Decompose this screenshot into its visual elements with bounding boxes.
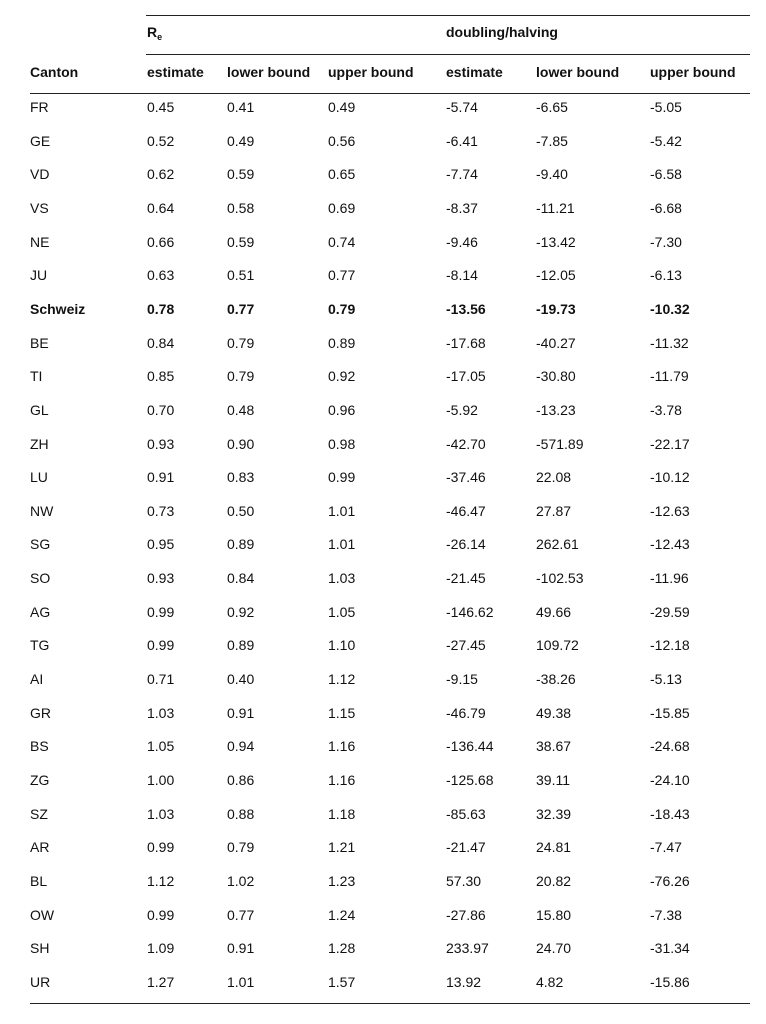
cell-re-upper-bound: 0.92 xyxy=(328,368,356,384)
cell-doubling-lower-bound: -13.42 xyxy=(536,234,576,250)
cell-doubling-estimate: -27.45 xyxy=(446,637,486,653)
cell-doubling-lower-bound: -38.26 xyxy=(536,671,576,687)
cell-re-lower-bound: 0.79 xyxy=(227,839,255,855)
cell-doubling-estimate: -8.14 xyxy=(446,267,478,283)
cell-doubling-lower-bound: 22.08 xyxy=(536,469,572,485)
cell-re-estimate: 1.00 xyxy=(147,772,175,788)
col-header-canton: Canton xyxy=(30,64,79,80)
cell-doubling-lower-bound: 32.39 xyxy=(536,806,572,822)
cell-re-estimate: 0.78 xyxy=(147,301,175,317)
cell-re-lower-bound: 0.41 xyxy=(227,99,255,115)
cell-re-lower-bound: 1.02 xyxy=(227,873,255,889)
cell-re-lower-bound: 0.92 xyxy=(227,604,255,620)
cell-re-estimate: 1.03 xyxy=(147,806,175,822)
cell-doubling-lower-bound: 27.87 xyxy=(536,503,572,519)
cell-re-estimate: 0.71 xyxy=(147,671,175,687)
cell-canton: NW xyxy=(30,503,54,519)
cell-re-upper-bound: 0.74 xyxy=(328,234,356,250)
cell-doubling-estimate: -9.15 xyxy=(446,671,478,687)
cell-canton: Schweiz xyxy=(30,301,86,317)
cell-doubling-upper-bound: -31.34 xyxy=(650,940,690,956)
cell-canton: UR xyxy=(30,974,51,990)
cell-canton: AI xyxy=(30,671,44,687)
cell-doubling-estimate: -125.68 xyxy=(446,772,494,788)
cell-doubling-upper-bound: -5.05 xyxy=(650,99,682,115)
cell-doubling-upper-bound: -12.43 xyxy=(650,536,690,552)
cell-re-upper-bound: 1.01 xyxy=(328,536,356,552)
cell-canton: TG xyxy=(30,637,50,653)
cell-re-estimate: 0.84 xyxy=(147,335,175,351)
cell-re-estimate: 0.73 xyxy=(147,503,175,519)
cell-re-upper-bound: 0.77 xyxy=(328,267,356,283)
cell-doubling-upper-bound: -11.96 xyxy=(650,570,689,586)
cell-doubling-upper-bound: -18.43 xyxy=(650,806,690,822)
cell-doubling-upper-bound: -24.10 xyxy=(650,772,690,788)
cell-canton: FR xyxy=(30,99,49,115)
cell-re-lower-bound: 0.40 xyxy=(227,671,255,687)
cell-re-estimate: 1.12 xyxy=(147,873,175,889)
cell-doubling-lower-bound: -13.23 xyxy=(536,402,576,418)
cell-doubling-lower-bound: 109.72 xyxy=(536,637,579,653)
top-rule-right xyxy=(146,15,750,16)
cell-doubling-upper-bound: -22.17 xyxy=(650,436,690,452)
cell-canton: TI xyxy=(30,368,43,384)
cell-re-upper-bound: 0.79 xyxy=(328,301,356,317)
cell-canton: AR xyxy=(30,839,50,855)
cell-re-upper-bound: 0.89 xyxy=(328,335,356,351)
cell-doubling-upper-bound: -12.63 xyxy=(650,503,690,519)
cell-doubling-estimate: -27.86 xyxy=(446,907,486,923)
cell-doubling-upper-bound: -3.78 xyxy=(650,402,682,418)
cell-doubling-estimate: -26.14 xyxy=(446,536,486,552)
cell-doubling-estimate: -5.74 xyxy=(446,99,478,115)
cell-canton: LU xyxy=(30,469,48,485)
cell-re-lower-bound: 0.77 xyxy=(227,907,255,923)
cell-re-estimate: 0.91 xyxy=(147,469,175,485)
cell-doubling-estimate: 233.97 xyxy=(446,940,489,956)
cell-doubling-upper-bound: -29.59 xyxy=(650,604,690,620)
cell-re-upper-bound: 0.98 xyxy=(328,436,356,452)
col-header-re-upper: upper bound xyxy=(328,64,414,80)
cell-re-upper-bound: 1.57 xyxy=(328,974,356,990)
cell-re-upper-bound: 1.23 xyxy=(328,873,356,889)
cell-doubling-upper-bound: -6.13 xyxy=(650,267,682,283)
cell-re-upper-bound: 1.16 xyxy=(328,738,356,754)
cell-re-estimate: 0.95 xyxy=(147,536,175,552)
cell-canton: AG xyxy=(30,604,51,620)
cell-canton: VD xyxy=(30,166,50,182)
cell-re-estimate: 1.05 xyxy=(147,738,175,754)
cell-canton: GL xyxy=(30,402,49,418)
cell-canton: BL xyxy=(30,873,48,889)
cell-doubling-estimate: -46.47 xyxy=(446,503,486,519)
cell-re-estimate: 0.93 xyxy=(147,570,175,586)
cell-canton: OW xyxy=(30,907,55,923)
cell-doubling-estimate: -42.70 xyxy=(446,436,486,452)
cell-re-upper-bound: 1.01 xyxy=(328,503,356,519)
cell-canton: JU xyxy=(30,267,48,283)
cell-canton: GR xyxy=(30,705,51,721)
cell-doubling-estimate: -9.46 xyxy=(446,234,478,250)
cell-re-upper-bound: 0.96 xyxy=(328,402,356,418)
cell-doubling-lower-bound: -6.65 xyxy=(536,99,568,115)
cell-re-lower-bound: 0.94 xyxy=(227,738,255,754)
cell-re-upper-bound: 0.65 xyxy=(328,166,356,182)
cell-re-estimate: 0.45 xyxy=(147,99,175,115)
cell-re-estimate: 0.99 xyxy=(147,604,175,620)
cell-doubling-upper-bound: -11.32 xyxy=(650,335,689,351)
cell-re-upper-bound: 1.21 xyxy=(328,839,356,855)
cell-doubling-estimate: -17.05 xyxy=(446,368,486,384)
cell-re-lower-bound: 0.59 xyxy=(227,166,255,182)
cell-re-lower-bound: 0.90 xyxy=(227,436,255,452)
cell-re-lower-bound: 0.91 xyxy=(227,705,255,721)
cell-doubling-estimate: 57.30 xyxy=(446,873,482,889)
cell-doubling-estimate: -21.45 xyxy=(446,570,486,586)
cell-canton: SG xyxy=(30,536,51,552)
cell-doubling-lower-bound: 15.80 xyxy=(536,907,572,923)
cell-re-estimate: 0.93 xyxy=(147,436,175,452)
cell-doubling-upper-bound: -12.18 xyxy=(650,637,690,653)
cell-re-estimate: 0.99 xyxy=(147,637,175,653)
cell-re-estimate: 1.27 xyxy=(147,974,175,990)
cell-canton: BE xyxy=(30,335,49,351)
cell-canton: ZH xyxy=(30,436,49,452)
cell-doubling-lower-bound: -12.05 xyxy=(536,267,576,283)
cell-re-lower-bound: 0.77 xyxy=(227,301,255,317)
cell-re-upper-bound: 0.49 xyxy=(328,99,356,115)
cell-re-upper-bound: 1.15 xyxy=(328,705,356,721)
cell-doubling-estimate: -5.92 xyxy=(446,402,478,418)
header-bottom-rule xyxy=(30,93,750,94)
cell-re-estimate: 0.64 xyxy=(147,200,175,216)
cell-re-upper-bound: 1.24 xyxy=(328,907,356,923)
cell-doubling-upper-bound: -6.58 xyxy=(650,166,682,182)
cell-doubling-upper-bound: -7.38 xyxy=(650,907,682,923)
cell-canton: BS xyxy=(30,738,49,754)
cell-re-upper-bound: 1.28 xyxy=(328,940,356,956)
cell-re-upper-bound: 1.16 xyxy=(328,772,356,788)
cell-re-upper-bound: 0.99 xyxy=(328,469,356,485)
cell-doubling-lower-bound: 262.61 xyxy=(536,536,579,552)
cell-canton: VS xyxy=(30,200,49,216)
cell-doubling-upper-bound: -24.68 xyxy=(650,738,690,754)
cell-doubling-lower-bound: -102.53 xyxy=(536,570,584,586)
cell-re-estimate: 1.03 xyxy=(147,705,175,721)
cell-canton: SO xyxy=(30,570,51,586)
cell-re-upper-bound: 1.10 xyxy=(328,637,356,653)
cell-doubling-upper-bound: -5.42 xyxy=(650,133,682,149)
cell-re-lower-bound: 0.79 xyxy=(227,368,255,384)
cell-re-upper-bound: 1.18 xyxy=(328,806,356,822)
cell-doubling-lower-bound: 38.67 xyxy=(536,738,572,754)
cell-doubling-lower-bound: 49.38 xyxy=(536,705,572,721)
cell-doubling-lower-bound: -19.73 xyxy=(536,301,576,317)
col-header-re-lower: lower bound xyxy=(227,64,311,80)
cell-doubling-upper-bound: -10.12 xyxy=(650,469,690,485)
cell-re-estimate: 0.66 xyxy=(147,234,175,250)
cell-re-estimate: 1.09 xyxy=(147,940,175,956)
cell-re-lower-bound: 0.88 xyxy=(227,806,255,822)
cell-doubling-lower-bound: -30.80 xyxy=(536,368,576,384)
cell-doubling-lower-bound: 24.70 xyxy=(536,940,572,956)
cell-doubling-lower-bound: 49.66 xyxy=(536,604,572,620)
cell-doubling-upper-bound: -6.68 xyxy=(650,200,682,216)
cell-canton: GE xyxy=(30,133,51,149)
cell-re-lower-bound: 1.01 xyxy=(227,974,255,990)
cell-re-lower-bound: 0.79 xyxy=(227,335,255,351)
cell-re-lower-bound: 0.58 xyxy=(227,200,255,216)
cell-doubling-estimate: -136.44 xyxy=(446,738,494,754)
cell-doubling-lower-bound: 39.11 xyxy=(536,772,570,788)
cell-re-upper-bound: 1.12 xyxy=(328,671,356,687)
cell-re-estimate: 0.70 xyxy=(147,402,175,418)
cell-doubling-estimate: -146.62 xyxy=(446,604,494,620)
cell-re-estimate: 0.85 xyxy=(147,368,175,384)
cell-doubling-upper-bound: -15.85 xyxy=(650,705,690,721)
col-header-dh-upper: upper bound xyxy=(650,64,736,80)
cell-doubling-estimate: -37.46 xyxy=(446,469,486,485)
cell-canton: ZG xyxy=(30,772,50,788)
cell-re-lower-bound: 0.84 xyxy=(227,570,255,586)
re-group-header: $R_e$ xyxy=(147,24,163,42)
cell-doubling-upper-bound: -7.47 xyxy=(650,839,682,855)
cell-re-lower-bound: 0.50 xyxy=(227,503,255,519)
cell-doubling-upper-bound: -11.79 xyxy=(650,368,689,384)
col-header-dh-estimate: estimate xyxy=(446,64,503,80)
cell-doubling-estimate: -85.63 xyxy=(446,806,486,822)
cell-doubling-lower-bound: -11.21 xyxy=(536,200,575,216)
cell-re-upper-bound: 1.03 xyxy=(328,570,356,586)
cell-doubling-estimate: -8.37 xyxy=(446,200,478,216)
cell-doubling-estimate: -21.47 xyxy=(446,839,486,855)
cell-re-lower-bound: 0.91 xyxy=(227,940,255,956)
cell-canton: SH xyxy=(30,940,50,956)
cell-doubling-lower-bound: -9.40 xyxy=(536,166,568,182)
cell-doubling-lower-bound: -7.85 xyxy=(536,133,568,149)
doubling-group-header: doubling/halving xyxy=(446,24,558,40)
col-header-dh-lower: lower bound xyxy=(536,64,620,80)
col-header-re-estimate: estimate xyxy=(147,64,204,80)
cell-re-lower-bound: 0.86 xyxy=(227,772,255,788)
cell-re-upper-bound: 0.69 xyxy=(328,200,356,216)
cell-doubling-estimate: -46.79 xyxy=(446,705,486,721)
cell-re-estimate: 0.99 xyxy=(147,839,175,855)
cell-re-lower-bound: 0.89 xyxy=(227,637,255,653)
cell-re-estimate: 0.99 xyxy=(147,907,175,923)
cell-re-lower-bound: 0.51 xyxy=(227,267,255,283)
cell-doubling-estimate: -7.74 xyxy=(446,166,478,182)
cell-doubling-upper-bound: -7.30 xyxy=(650,234,682,250)
cell-doubling-estimate: -6.41 xyxy=(446,133,478,149)
group-header-rule xyxy=(146,54,750,55)
cell-canton: SZ xyxy=(30,806,48,822)
cell-doubling-lower-bound: 20.82 xyxy=(536,873,572,889)
cell-re-upper-bound: 1.05 xyxy=(328,604,356,620)
cell-doubling-upper-bound: -10.32 xyxy=(650,301,690,317)
cell-doubling-lower-bound: -40.27 xyxy=(536,335,576,351)
cell-re-estimate: 0.52 xyxy=(147,133,175,149)
cell-doubling-estimate: -17.68 xyxy=(446,335,486,351)
cell-doubling-lower-bound: 24.81 xyxy=(536,839,572,855)
cell-re-lower-bound: 0.59 xyxy=(227,234,255,250)
cell-doubling-estimate: 13.92 xyxy=(446,974,482,990)
cell-re-upper-bound: 0.56 xyxy=(328,133,356,149)
cell-re-estimate: 0.62 xyxy=(147,166,175,182)
cell-re-lower-bound: 0.48 xyxy=(227,402,255,418)
cell-doubling-upper-bound: -76.26 xyxy=(650,873,690,889)
cell-doubling-estimate: -13.56 xyxy=(446,301,486,317)
cell-re-estimate: 0.63 xyxy=(147,267,175,283)
table-bottom-rule xyxy=(30,1003,750,1004)
cell-doubling-upper-bound: -5.13 xyxy=(650,671,682,687)
cell-canton: NE xyxy=(30,234,50,250)
cell-doubling-lower-bound: -571.89 xyxy=(536,436,584,452)
cell-doubling-lower-bound: 4.82 xyxy=(536,974,564,990)
cell-re-lower-bound: 0.89 xyxy=(227,536,255,552)
cell-doubling-upper-bound: -15.86 xyxy=(650,974,690,990)
cell-re-lower-bound: 0.83 xyxy=(227,469,255,485)
cell-re-lower-bound: 0.49 xyxy=(227,133,255,149)
